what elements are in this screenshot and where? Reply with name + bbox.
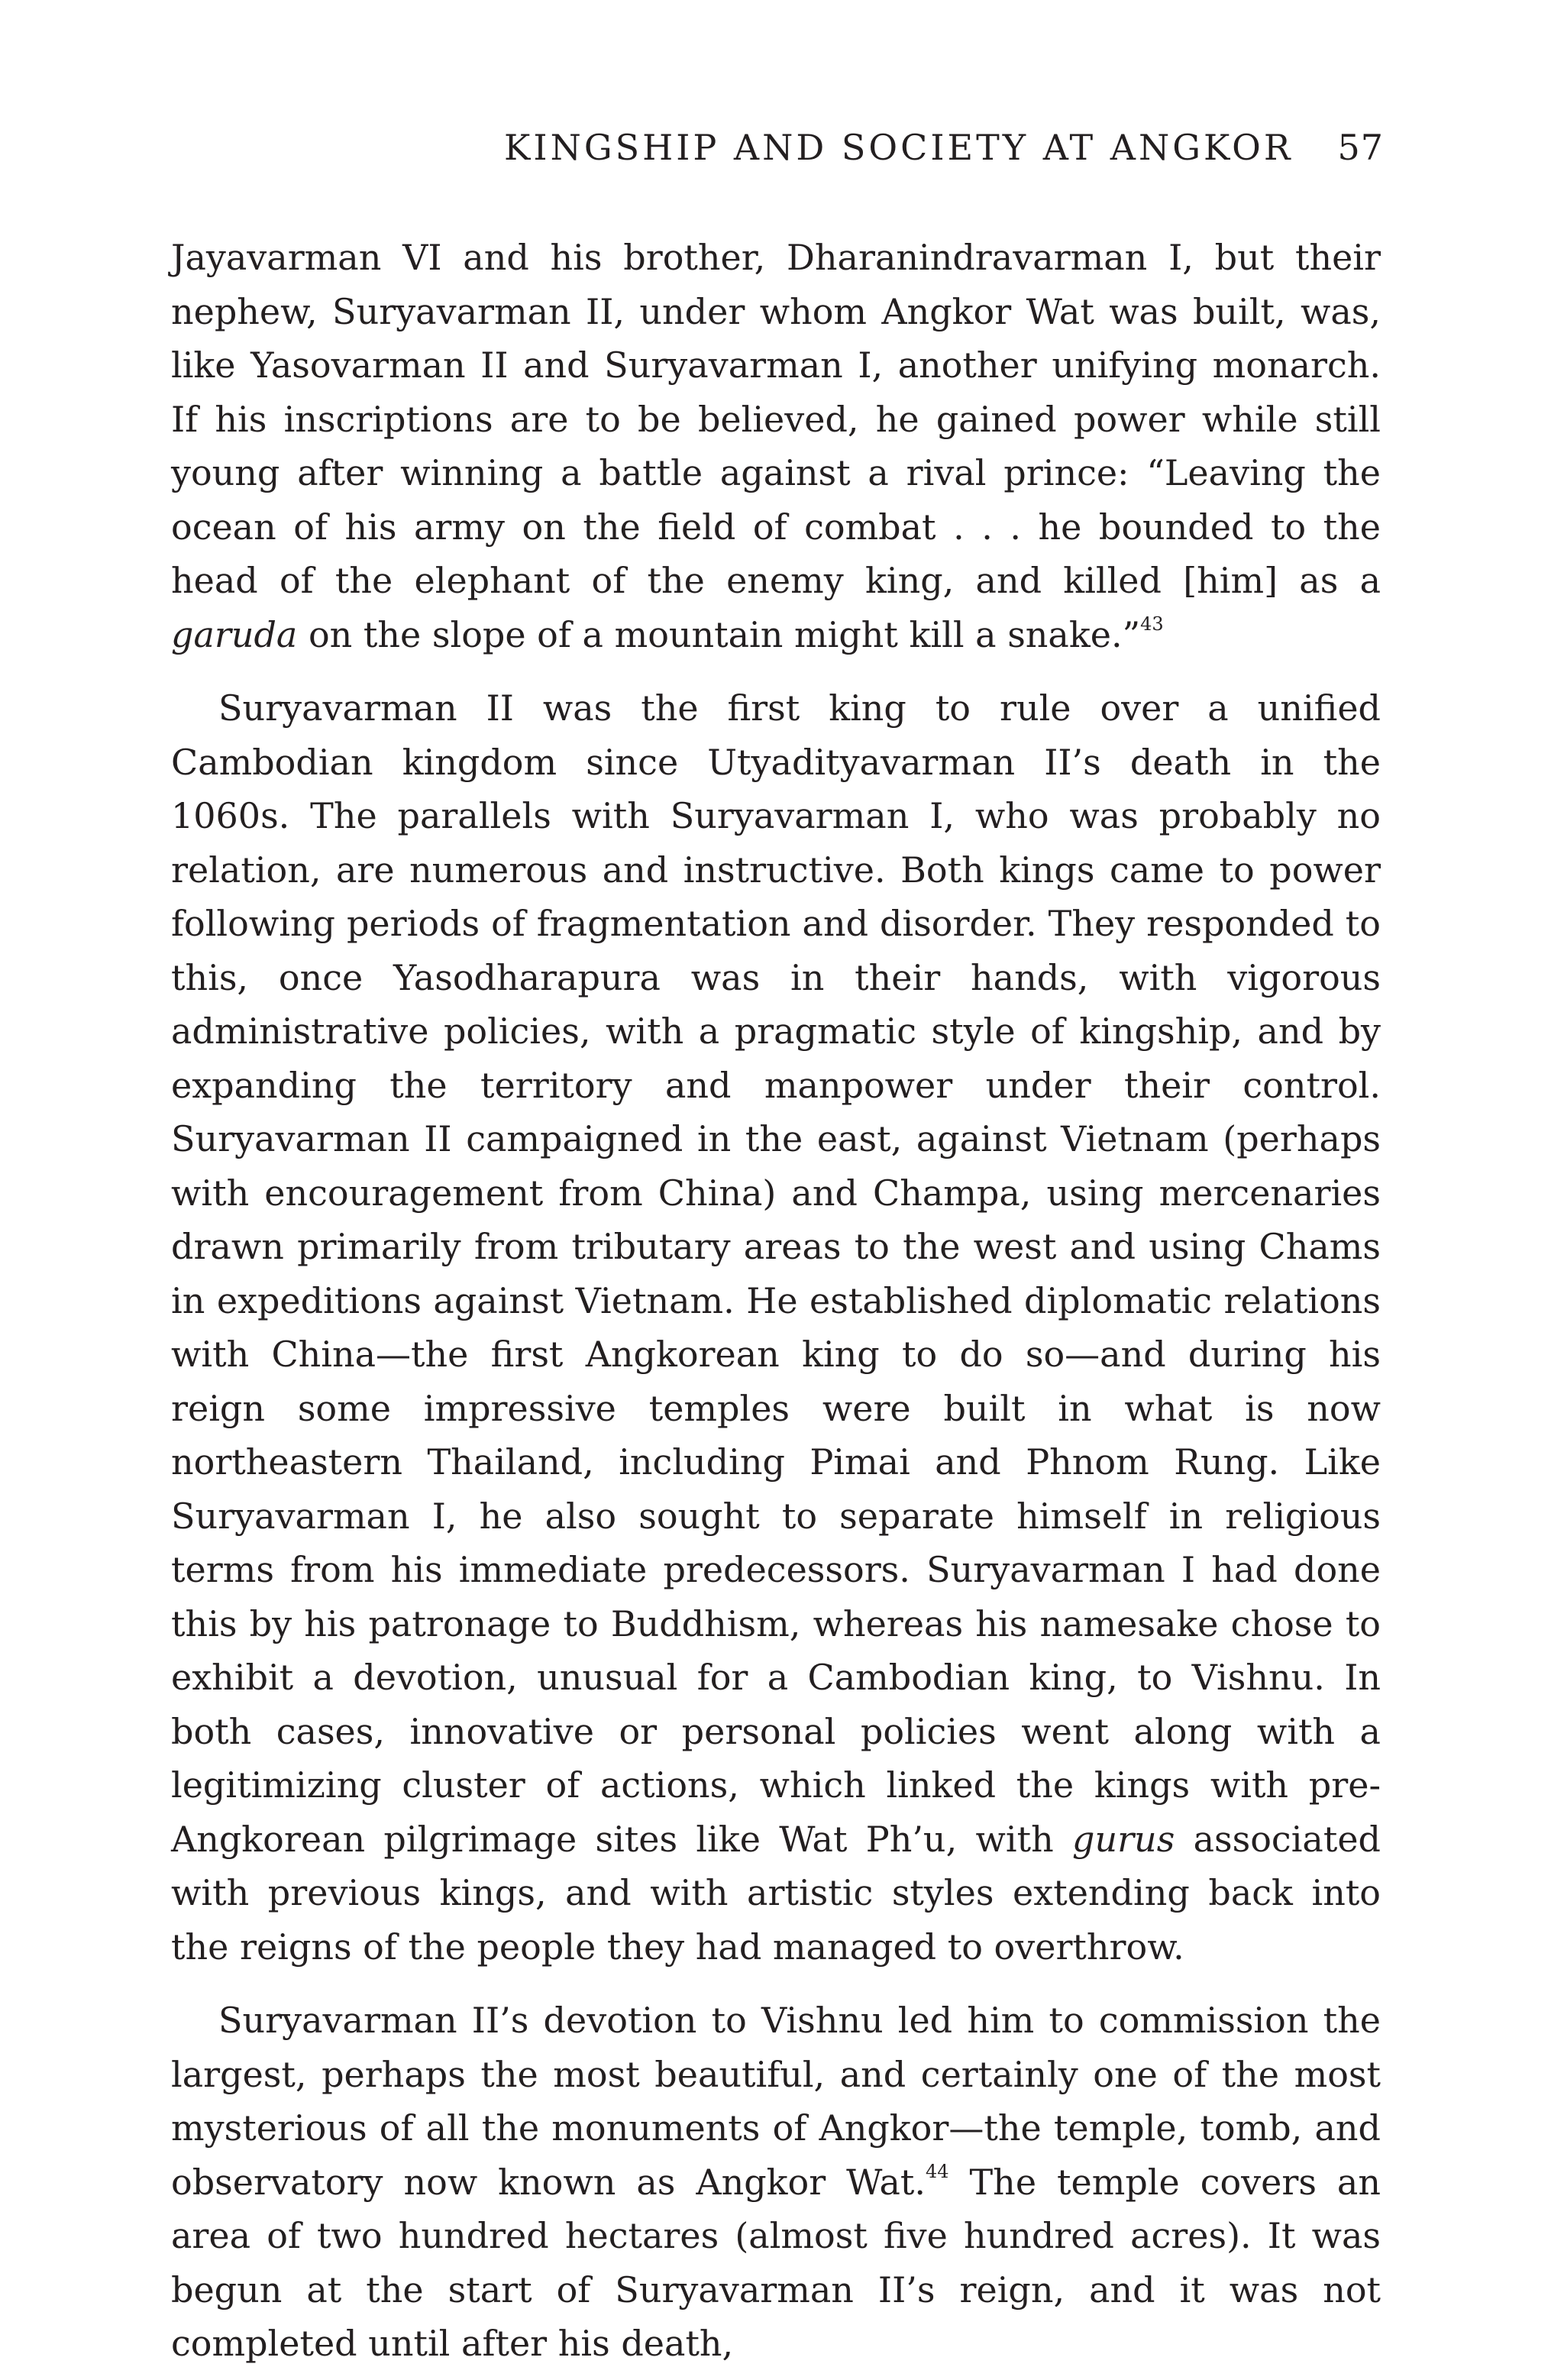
paragraph-2-text-end: associated with previous kings, and with artistic styles extending back into the reigns of the people they had managed to overthrow. bbox=[171, 1818, 1381, 1968]
paragraph-1-text-end: on the slope of a mountain might kill a snake.” bbox=[297, 613, 1141, 655]
paragraph-3-text-start: Suryavarman II’s devotion to Vishnu led him to commission the largest, perhaps the most beautiful, and certainly one of the most mysterious of all the monuments of Angkor—the temple, tomb, and observatory now known as Angkor Wat. bbox=[171, 2000, 1381, 2203]
paragraph-3-text-end: The temple covers an area of two hundred hectares (almost five hundred acres). It was begun at the start of Suryavarman II’s reign, and it was not completed until after his death, bbox=[171, 2161, 1381, 2364]
italic-term-garuda: garuda bbox=[171, 613, 298, 655]
footnote-ref-43: 43 bbox=[1140, 613, 1164, 635]
footnote-ref-44: 44 bbox=[925, 2160, 949, 2182]
italic-term-gurus: gurus bbox=[1072, 1818, 1175, 1860]
paragraph-2-text-start: Suryavarman II was the first king to rule over a unified Cambodian kingdom since Utyadityavarman II’s death in the 1060s. The parallels with Suryavarman I, who was probably no relation, are numerous and instructive. Both kings came to power following periods of fragmentation and disorder. They responded to this, once Yasodharapura was in their hands, with vigorous administrative policies, with a pragmatic style of kingship, and by expanding the territory and manpower under their control. Suryavarman II campaigned in the east, against Vietnam (perhaps with encouragement from China) and Champa, using mercenaries drawn primarily from tributary areas to the west and using Chams in expeditions against Vietnam. He established diplomatic relations with China—the first Angkorean king to do so—and during his reign some impressive temples were built in what is now northeastern Thailand, including Pimai and Phnom Rung. Like Suryavarman I, he also sought to separate himself in religious terms from his immediate predecessors. Suryavarman I had done this by his patronage to Buddhism, whereas his namesake chose to exhibit a devotion, unusual for a Cambodian king, to Vishnu. In both cases, innovative or personal policies went along with a legitimizing cluster of actions, which linked the kings with pre-Angkorean pilgrimage sites like Wat Ph’u, with bbox=[171, 687, 1381, 1860]
running-title: KINGSHIP AND SOCIETY AT ANGKOR bbox=[504, 127, 1294, 168]
page-number: 57 bbox=[1337, 127, 1384, 168]
paragraph-3 bbox=[171, 1994, 1381, 2371]
body-text bbox=[171, 231, 1381, 2371]
paragraph-1-text-start: Jayavarman VI and his brother, Dharanindravarman I, but their nephew, Suryavarman II, under whom Angkor Wat was built, was, like Yasovarman II and Suryavarman I, another unifying monarch. If his inscriptions are to be believed, he gained power while still young after winning a battle against a rival prince: “Leaving the ocean of his army on the field of combat . . . he bounded to the head of the elephant of the enemy king, and killed [him] as a bbox=[171, 237, 1381, 601]
paragraph-2 bbox=[171, 681, 1381, 1974]
running-head bbox=[504, 127, 1384, 168]
paragraph-1 bbox=[171, 231, 1381, 661]
